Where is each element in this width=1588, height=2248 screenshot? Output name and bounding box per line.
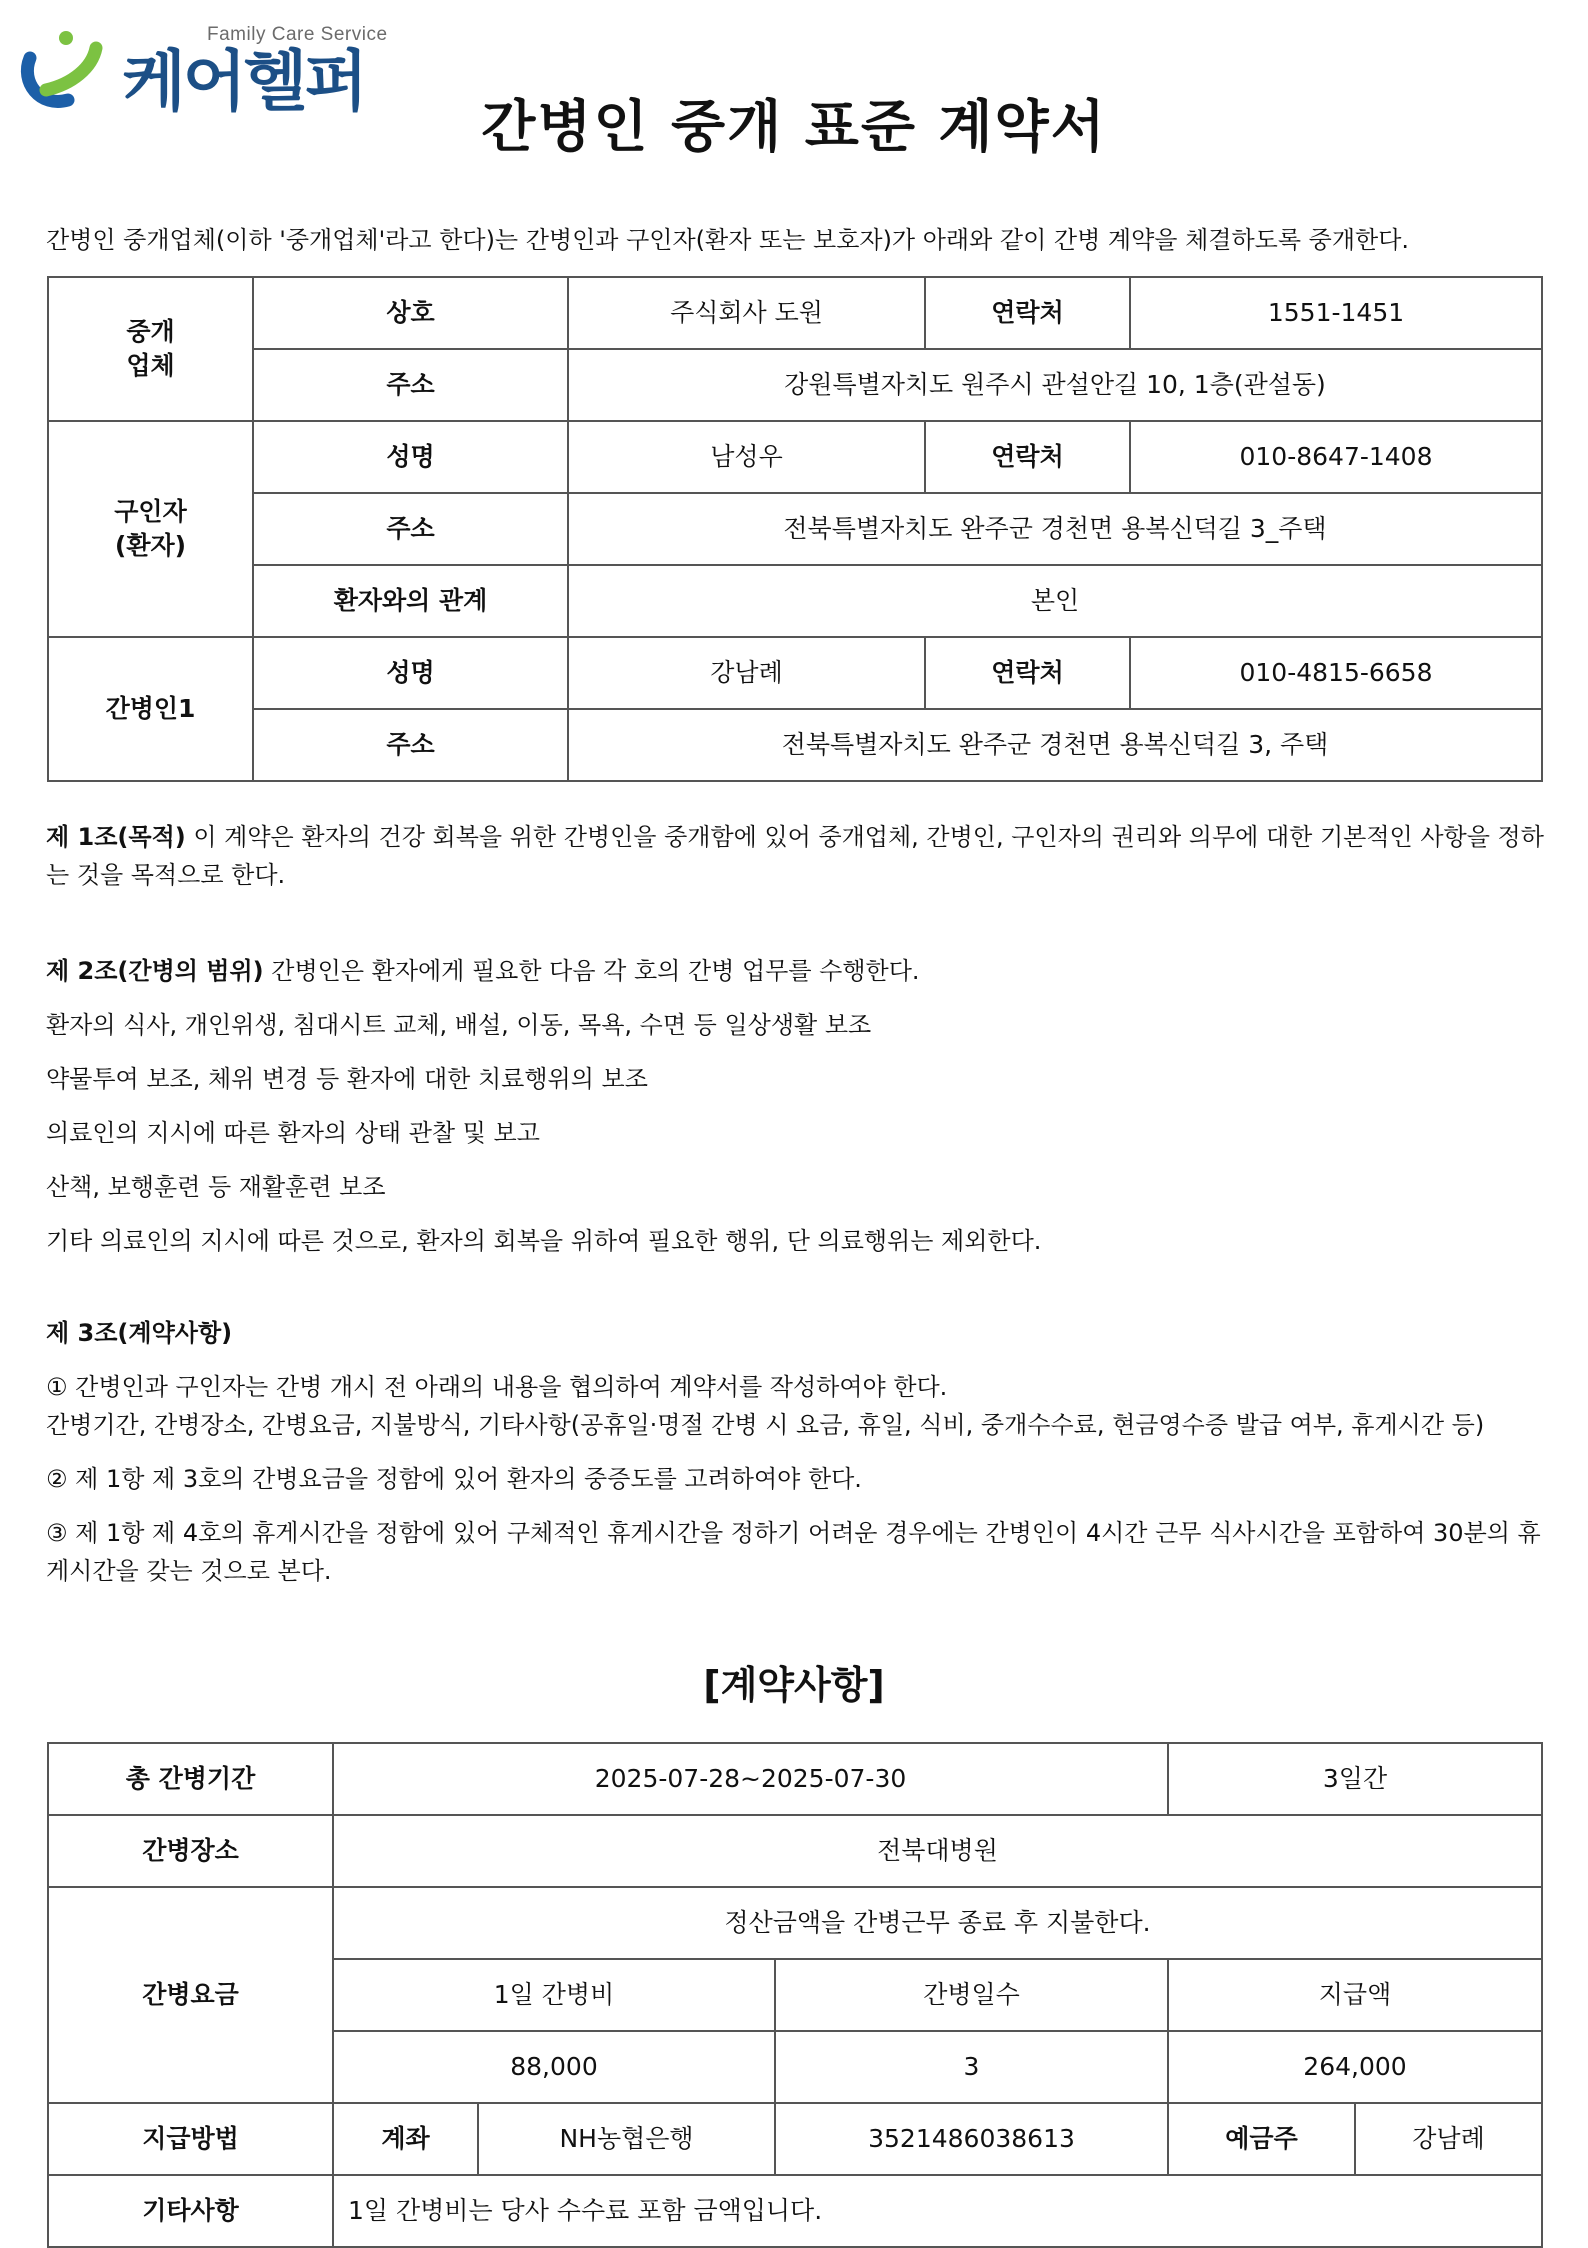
article-2-item: 기타 의료인의 지시에 따른 것으로, 환자의 회복을 위하여 필요한 행위, 단 의료행위는 제외한다. bbox=[46, 1227, 1042, 1255]
period-value: 2025-07-28~2025-07-30 bbox=[333, 1743, 1168, 1815]
article-2-text: 간병인은 환자에게 필요한 다음 각 호의 간병 업무를 수행한다. bbox=[263, 957, 920, 985]
article-3-p3: ③ 제 1항 제 4호의 휴게시간을 정함에 있어 구체적인 휴게시간을 정하기 어려운 경우에는 간병인이 4시간 근무 식사시간을 포함하여 30분의 휴게시간을 갖는 것으로 본다. bbox=[46, 1519, 1541, 1585]
article-1 bbox=[46, 818, 1546, 894]
fee-note: 정산금액을 간병근무 종료 후 지불한다. bbox=[333, 1887, 1542, 1959]
caregiver-address-label: 주소 bbox=[253, 709, 568, 781]
holder-name: 강남례 bbox=[1355, 2103, 1542, 2175]
holder-label: 예금주 bbox=[1168, 2103, 1355, 2175]
logo-name: 케어헬퍼 bbox=[122, 43, 366, 120]
place-label: 간병장소 bbox=[48, 1815, 333, 1887]
client-relation: 본인 bbox=[568, 565, 1542, 637]
agency-company-label: 상호 bbox=[253, 277, 568, 349]
agency-label: 중개 업체 bbox=[48, 277, 253, 421]
amount-value: 264,000 bbox=[1168, 2031, 1542, 2103]
logo-tagline: Family Care Service bbox=[207, 24, 388, 45]
fee-label: 간병요금 bbox=[48, 1887, 333, 2103]
article-2 bbox=[46, 952, 1546, 1260]
article-3-p1b: 간병기간, 간병장소, 간병요금, 지불방식, 기타사항(공휴일·명절 간병 시 요금, 휴일, 식비, 중개수수료, 현금영수증 발급 여부, 휴게시간 등) bbox=[46, 1411, 1485, 1439]
contract-section-title: [계약사항] bbox=[703, 1663, 885, 1707]
article-3 bbox=[46, 1314, 1546, 1590]
contract-table bbox=[47, 1742, 1543, 2248]
agency-address: 강원특별자치도 원주시 관설안길 10, 1층(관설동) bbox=[568, 349, 1542, 421]
article-2-title: 제 2조(간병의 범위) bbox=[46, 957, 264, 985]
article-1-title: 제 1조(목적) bbox=[46, 823, 186, 851]
article-2-item: 약물투여 보조, 체위 변경 등 환자에 대한 치료행위의 보조 bbox=[46, 1065, 648, 1093]
days-label: 간병일수 bbox=[775, 1959, 1168, 2031]
article-3-p2: ② 제 1항 제 3호의 간병요금을 정함에 있어 환자의 중증도를 고려하여야 한다. bbox=[46, 1465, 862, 1493]
client-address: 전북특별자치도 완주군 경천면 용복신덕길 3_주택 bbox=[568, 493, 1542, 565]
account-label: 계좌 bbox=[333, 2103, 478, 2175]
page-title: 간병인 중개 표준 계약서 bbox=[481, 95, 1107, 160]
period-days: 3일간 bbox=[1168, 1743, 1542, 1815]
agency-contact-label: 연락처 bbox=[925, 277, 1130, 349]
bank-name: NH농협은행 bbox=[478, 2103, 775, 2175]
caregiver-name-label: 성명 bbox=[253, 637, 568, 709]
days-value: 3 bbox=[775, 2031, 1168, 2103]
client-name-label: 성명 bbox=[253, 421, 568, 493]
article-3-title: 제 3조(계약사항) bbox=[46, 1319, 233, 1347]
client-label: 구인자 (환자) bbox=[48, 421, 253, 637]
client-contact: 010-8647-1408 bbox=[1130, 421, 1542, 493]
etc-label: 기타사항 bbox=[48, 2175, 333, 2247]
caregiver-name: 강남례 bbox=[568, 637, 925, 709]
intro-text: 간병인 중개업체(이하 '중개업체'라고 한다)는 간병인과 구인자(환자 또는 보호자)가 아래와 같이 간병 계약을 체결하도록 중개한다. bbox=[46, 226, 1410, 254]
party-table bbox=[47, 276, 1543, 782]
article-2-item: 산책, 보행훈련 등 재활훈련 보조 bbox=[46, 1173, 386, 1201]
amount-label: 지급액 bbox=[1168, 1959, 1542, 2031]
agency-address-label: 주소 bbox=[253, 349, 568, 421]
agency-company: 주식회사 도원 bbox=[568, 277, 925, 349]
daily-fee-label: 1일 간병비 bbox=[333, 1959, 775, 2031]
agency-contact: 1551-1451 bbox=[1130, 277, 1542, 349]
etc-value: 1일 간병비는 당사 수수료 포함 금액입니다. bbox=[333, 2175, 1542, 2247]
daily-fee-value: 88,000 bbox=[333, 2031, 775, 2103]
article-1-text: 이 계약은 환자의 건강 회복을 위한 간병인을 중개함에 있어 중개업체, 간병인, 구인자의 권리와 의무에 대한 기본적인 사항을 정하는 것을 목적으로 한다. bbox=[46, 823, 1544, 889]
account-number: 3521486038613 bbox=[775, 2103, 1168, 2175]
client-name: 남성우 bbox=[568, 421, 925, 493]
client-contact-label: 연락처 bbox=[925, 421, 1130, 493]
caregiver-contact: 010-4815-6658 bbox=[1130, 637, 1542, 709]
article-3-p1: ① 간병인과 구인자는 간병 개시 전 아래의 내용을 협의하여 계약서를 작성하여야 한다. bbox=[46, 1373, 948, 1401]
caregiver-address: 전북특별자치도 완주군 경천면 용복신덕길 3, 주택 bbox=[568, 709, 1542, 781]
caregiver-contact-label: 연락처 bbox=[925, 637, 1130, 709]
article-2-item: 의료인의 지시에 따른 환자의 상태 관찰 및 보고 bbox=[46, 1119, 540, 1147]
client-relation-label: 환자와의 관계 bbox=[253, 565, 568, 637]
article-2-item: 환자의 식사, 개인위생, 침대시트 교체, 배설, 이동, 목욕, 수면 등 일상생활 보조 bbox=[46, 1011, 872, 1039]
client-address-label: 주소 bbox=[253, 493, 568, 565]
payment-label: 지급방법 bbox=[48, 2103, 333, 2175]
place-value: 전북대병원 bbox=[333, 1815, 1542, 1887]
period-label: 총 간병기간 bbox=[48, 1743, 333, 1815]
caregiver-label: 간병인1 bbox=[48, 637, 253, 781]
